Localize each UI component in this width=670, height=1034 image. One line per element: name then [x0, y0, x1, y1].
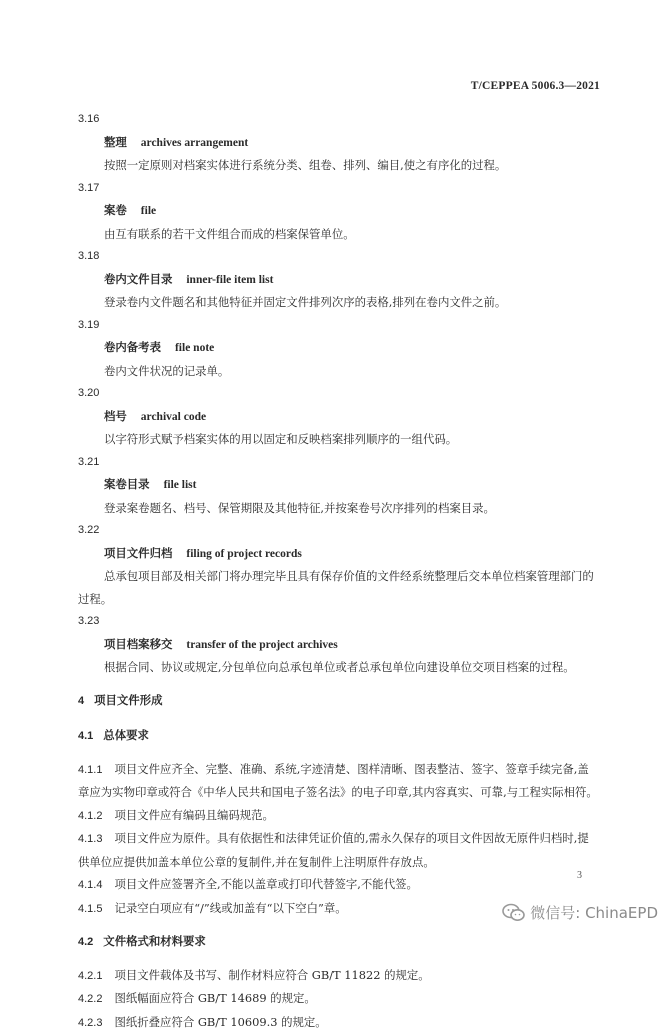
term-number: 3.22 [78, 519, 598, 542]
term-cn: 整理 [104, 135, 127, 149]
term-3-18 [78, 245, 598, 314]
section-heading: 4 项目文件形成 [78, 689, 598, 713]
term-en: file [141, 205, 156, 217]
term-definition: 按照一定原则对档案实体进行系统分类、组卷、排列、编目,使之有序化的过程。 [78, 154, 598, 177]
subsection-heading: 4.2 文件格式和材料要求 [78, 930, 598, 954]
clause-4-1-2: 4.1.2 项目文件应有编码且编码规范。 [78, 804, 598, 828]
term-en: transfer of the project archives [186, 639, 337, 651]
term-cn: 案卷 [104, 203, 127, 217]
term-cn: 案卷目录 [104, 477, 150, 491]
term-number: 3.17 [78, 177, 598, 200]
document-body [78, 108, 598, 1034]
term-en: archival code [141, 411, 206, 423]
term-3-20 [78, 382, 598, 451]
clause-4-1-3: 4.1.3 项目文件应为原件。具有依据性和法律凭证价值的,需永久保存的项目文件因故无原件归档时,提供单位应提供加盖本单位公章的复制件,并在复制件上注明原件存放点。 [78, 827, 598, 873]
clause-4-2-3: 4.2.3 图纸折叠应符合 GB/T 10609.3 的规定。 [78, 1011, 598, 1034]
term-number: 3.18 [78, 245, 598, 268]
term-definition: 由互有联系的若干文件组合而成的档案保管单位。 [78, 223, 598, 246]
term-number: 3.23 [78, 610, 598, 633]
watermark [502, 902, 658, 923]
clause-4-2-2: 4.2.2 图纸幅面应符合 GB/T 14689 的规定。 [78, 987, 598, 1011]
term-cn: 档号 [104, 409, 127, 423]
term-number: 3.21 [78, 451, 598, 474]
term-3-19 [78, 314, 598, 383]
term-definition: 登录卷内文件题名和其他特征并固定文件排列次序的表格,排列在卷内文件之前。 [78, 291, 598, 314]
subsection-heading: 4.1 总体要求 [78, 724, 598, 748]
term-definition: 登录案卷题名、档号、保管期限及其他特征,并按案卷号次序排列的档案目录。 [78, 497, 598, 520]
term-number: 3.20 [78, 382, 598, 405]
term-en: inner-file item list [186, 274, 273, 286]
term-3-23 [78, 610, 598, 679]
term-definition: 根据合同、协议或规定,分包单位向总承包单位或者总承包单位向建设单位交项目档案的过程。 [78, 656, 598, 679]
term-cn: 项目档案移交 [104, 637, 172, 651]
term-number: 3.19 [78, 314, 598, 337]
term-en: file list [164, 479, 197, 491]
term-3-22 [78, 519, 598, 610]
term-cn: 项目文件归档 [104, 546, 172, 560]
term-definition: 卷内文件状况的记录单。 [78, 360, 598, 383]
term-definition: 以字符形式赋予档案实体的用以固定和反映档案排列顺序的一组代码。 [78, 428, 598, 451]
term-number: 3.16 [78, 108, 598, 131]
term-en: filing of project records [186, 548, 302, 560]
term-definition: 总承包项目部及相关部门将办理完毕且具有保存价值的文件经系统整理后交本单位档案管理部门的过程。 [78, 565, 598, 610]
term-3-16 [78, 108, 598, 177]
term-en: file note [175, 342, 214, 354]
clause-4-1-4: 4.1.4 项目文件应签署齐全,不能以盖章或打印代替签字,不能代签。 [78, 873, 598, 897]
term-cn: 卷内备考表 [104, 340, 161, 354]
term-cn: 卷内文件目录 [104, 272, 172, 286]
watermark-text: 微信号: ChinaEPD [530, 902, 658, 923]
clause-4-1-1: 4.1.1 项目文件应齐全、完整、准确、系统,字迹清楚、图样清晰、图表整洁、签字、签章手续完备,盖章应为实物印章或符合《中华人民共和国电子签名法》的电子印章,其内容真实、可靠,与工程实际相符。 [78, 758, 598, 804]
term-3-21 [78, 451, 598, 520]
clause-4-2-1: 4.2.1 项目文件载体及书写、制作材料应符合 GB/T 11822 的规定。 [78, 964, 598, 988]
page-number: 3 [577, 870, 582, 881]
clause-4-1-5: 4.1.5 记录空白项应有“/”线或加盖有“以下空白”章。 [78, 897, 598, 921]
term-en: archives arrangement [141, 137, 248, 149]
term-3-17 [78, 177, 598, 246]
document-code: T/CEPPEA 5006.3—2021 [471, 80, 600, 92]
wechat-icon [502, 903, 526, 923]
